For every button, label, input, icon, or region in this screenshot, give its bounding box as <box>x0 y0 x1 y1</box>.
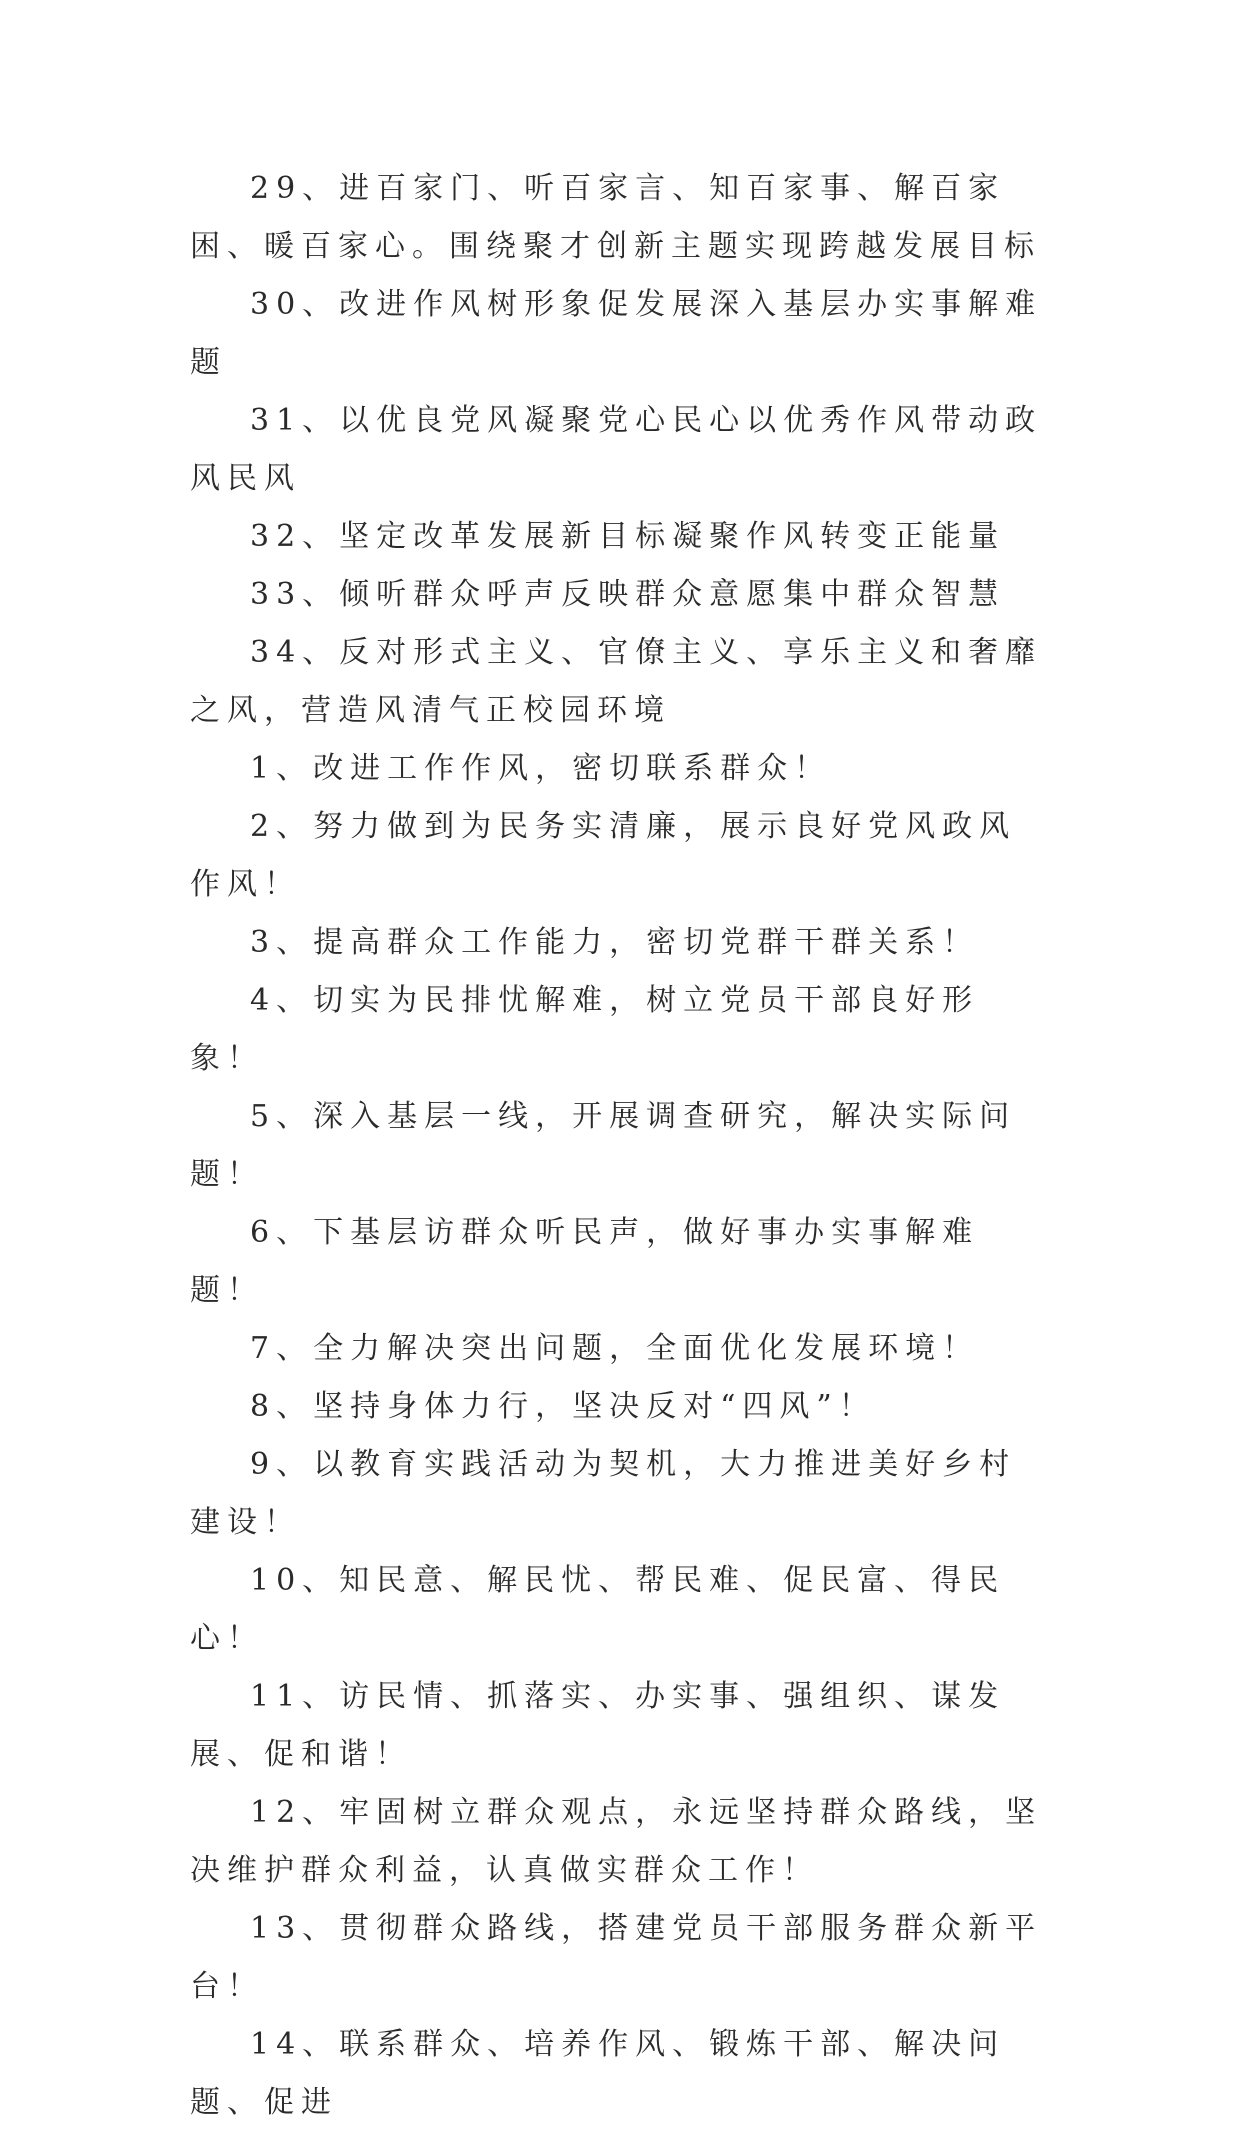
paragraph-34: 34、反对形式主义、官僚主义、享乐主义和奢靡之风，营造风清气正校园环境 <box>190 635 1043 728</box>
paragraph-12: 12、牢固树立群众观点，永远坚持群众路线，坚决维护群众利益，认真做实群众工作！ <box>190 1795 1043 1888</box>
paragraph-32: 32、坚定改革发展新目标凝聚作风转变正能量 <box>250 519 1006 554</box>
paragraph-29: 29、进百家门、听百家言、知百家事、解百家困、暖百家心。围绕聚才创新主题实现跨越发展目标 <box>190 171 1041 264</box>
paragraph-6: 6、下基层访群众听民声，做好事办实事解难题！ <box>190 1215 980 1308</box>
paragraph-13: 13、贯彻群众路线，搭建党员干部服务群众新平台！ <box>190 1911 1043 2004</box>
paragraph-31: 31、以优良党风凝聚党心民心以优秀作风带动政风民风 <box>190 403 1043 496</box>
paragraph-10: 10、知民意、解民忧、帮民难、促民富、得民心！ <box>190 1563 1006 1656</box>
paragraph-4: 4、切实为民排忧解难，树立党员干部良好形象！ <box>190 983 980 1076</box>
paragraph-30: 30、改进作风树形象促发展深入基层办实事解难题 <box>190 287 1043 380</box>
paragraph-7: 7、全力解决突出问题，全面优化发展环境！ <box>250 1331 980 1366</box>
paragraph-8: 8、坚持身体力行，坚决反对“四风”！ <box>250 1389 876 1424</box>
paragraph-2: 2、努力做到为民务实清廉，展示良好党风政风作风！ <box>190 809 1017 902</box>
paragraph-14: 14、联系群众、培养作风、锻炼干部、解决问题、促进 <box>190 2027 1006 2120</box>
paragraph-5: 5、深入基层一线，开展调查研究，解决实际问题！ <box>190 1099 1017 1192</box>
paragraph-9: 9、以教育实践活动为契机，大力推进美好乡村建设！ <box>190 1447 1017 1540</box>
paragraph-11: 11、访民情、抓落实、办实事、强组织、谋发展、促和谐！ <box>190 1679 1006 1772</box>
paragraph-1: 1、改进工作作风，密切联系群众！ <box>250 751 832 786</box>
document-body <box>190 160 1050 2132</box>
paragraph-33: 33、倾听群众呼声反映群众意愿集中群众智慧 <box>250 577 1006 612</box>
paragraph-3: 3、提高群众工作能力，密切党群干群关系！ <box>250 925 980 960</box>
